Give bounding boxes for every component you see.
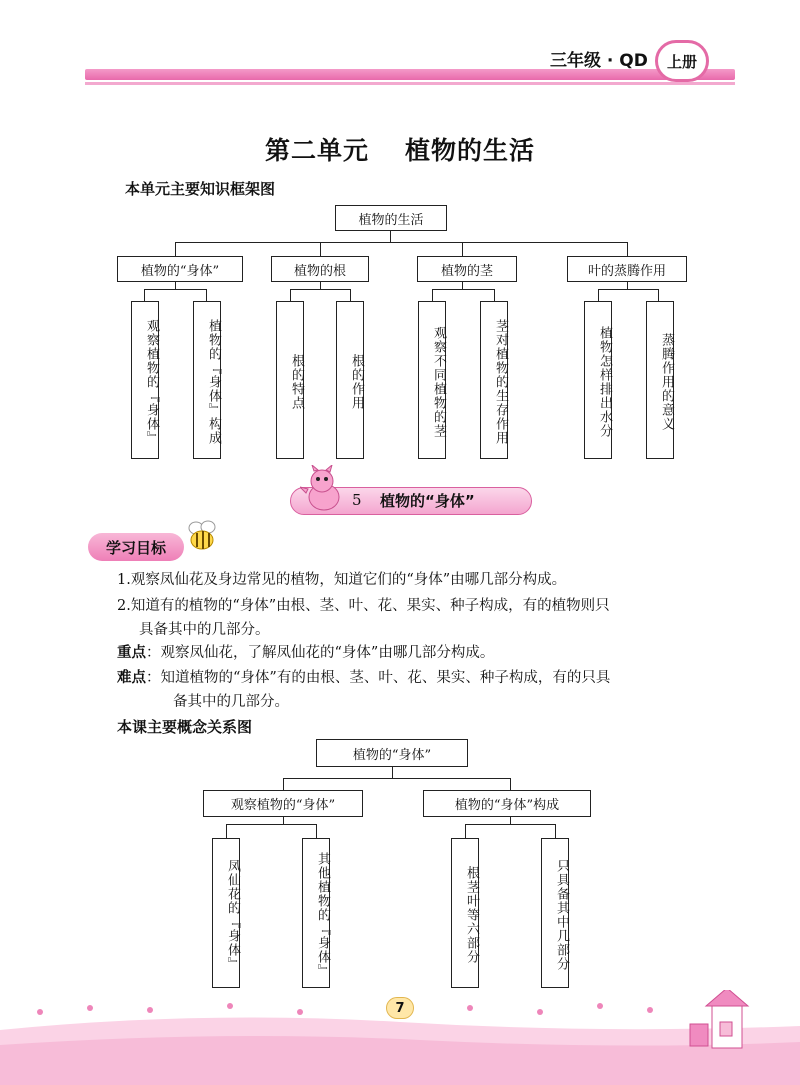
concept-heading: 本课主要概念关系图 bbox=[117, 718, 253, 736]
lesson-number: 5 bbox=[352, 491, 362, 509]
framework-leaf-node: 茎对植物的生存作用 bbox=[480, 301, 508, 459]
volume-badge: 上册 bbox=[655, 40, 709, 82]
house-icon bbox=[690, 990, 748, 1048]
difficult-point-label: 难点 bbox=[117, 670, 146, 686]
goals-tag: 学习目标 bbox=[88, 533, 184, 561]
unit-name: 植物的生活 bbox=[405, 136, 536, 165]
concept-branch-observe: 观察植物的“身体” bbox=[203, 790, 363, 817]
grade-label: 三年级 · QD bbox=[550, 51, 648, 71]
framework-leaf-node: 植物怎样排出水分 bbox=[584, 301, 612, 459]
concept-root: 植物的“身体” bbox=[316, 739, 468, 767]
goal-item: 具备其中的几部分。 bbox=[139, 622, 270, 638]
framework-branch-leaf: 叶的蒸腾作用 bbox=[567, 256, 687, 282]
bee-icon bbox=[184, 518, 220, 554]
key-point: 重点：观察凤仙花，了解凤仙花的“身体”由哪几部分构成。 bbox=[117, 645, 495, 661]
unit-title bbox=[0, 131, 800, 167]
key-point-label: 重点 bbox=[117, 645, 146, 661]
framework-leaf-node: 观察不同植物的茎 bbox=[418, 301, 446, 459]
framework-leaf-node: 蒸腾作用的意义 bbox=[646, 301, 674, 459]
framework-branch-body: 植物的“身体” bbox=[117, 256, 243, 282]
framework-leaf-node: 观察植物的『身体』 bbox=[131, 301, 159, 459]
framework-leaf-node: 植物的『身体』构成 bbox=[193, 301, 221, 459]
dragon-mascot-icon bbox=[300, 465, 344, 513]
unit-number: 第二单元 bbox=[264, 136, 369, 165]
framework-heading: 本单元主要知识框架图 bbox=[125, 180, 276, 198]
framework-leaf-node: 根的特点 bbox=[276, 301, 304, 459]
difficult-point: 难点：知道植物的“身体”有的由根、茎、叶、花、果实、种子构成，有的只具 bbox=[117, 670, 611, 686]
framework-branch-stem: 植物的茎 bbox=[417, 256, 517, 282]
framework-branch-root: 植物的根 bbox=[271, 256, 369, 282]
concept-leaf-node: 只具备其中几部分 bbox=[541, 838, 569, 988]
framework-leaf-node: 根的作用 bbox=[336, 301, 364, 459]
concept-branch-structure: 植物的“身体”构成 bbox=[423, 790, 591, 817]
concept-leaf-node: 根茎叶等六部分 bbox=[451, 838, 479, 988]
goal-item: 2.知道有的植物的“身体”由根、茎、叶、花、果实、种子构成，有的植物则只 bbox=[117, 598, 610, 614]
difficult-point-cont: 备其中的几部分。 bbox=[173, 694, 289, 710]
concept-leaf-node: 其他植物的『身体』 bbox=[302, 838, 330, 988]
framework-root: 植物的生活 bbox=[335, 205, 447, 231]
goal-item: 1.观察凤仙花及身边常见的植物，知道它们的“身体”由哪几部分构成。 bbox=[117, 572, 567, 588]
page-number: 7 bbox=[386, 997, 414, 1019]
header-stripe-thin bbox=[85, 82, 735, 85]
lesson-title: 植物的“身体” bbox=[380, 492, 475, 510]
concept-leaf-node: 凤仙花的『身体』 bbox=[212, 838, 240, 988]
